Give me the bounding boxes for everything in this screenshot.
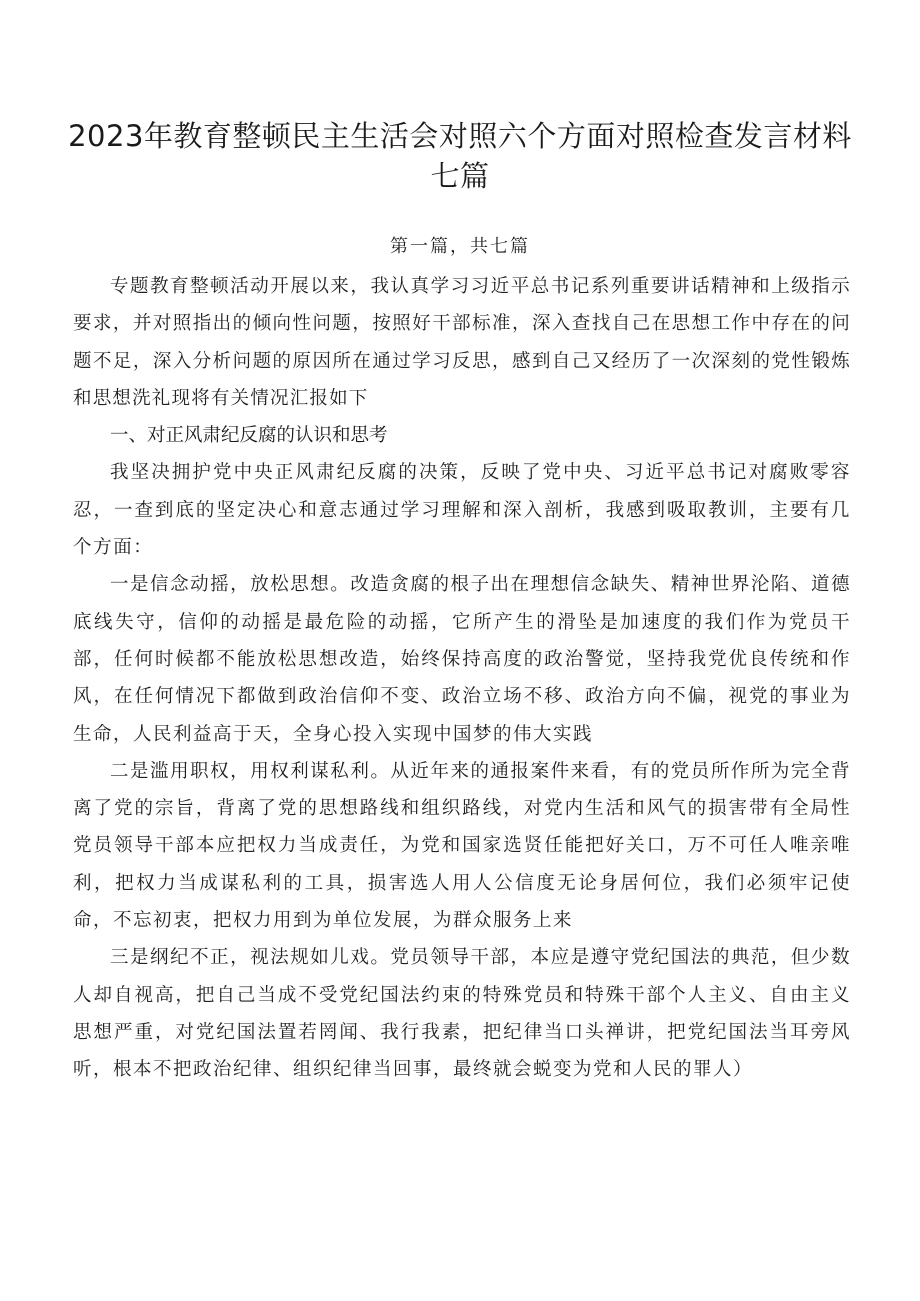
point-two-paragraph: 二是滥用职权，用权利谋私利。从近年来的通报案件来看，有的党员所作所为完全背离了党的宗旨，背离了党的思想路线和组织路线，对党内生活和风气的损害带有全局性党员领导干部本应把权力当成责任，为党和国家选贤任能把好关口，万不可任人唯亲唯利，把权力当成谋私利的工具，损害选人用人公信度无论身居何位，我们必须牢记使命，不忘初衷，把权力用到为单位发展，为群众服务上来 [73, 760, 851, 932]
section-heading: 一、对正风肃纪反腐的认识和思考 [110, 425, 388, 447]
intro-paragraph: 专题教育整顿活动开展以来，我认真学习习近平总书记系列重要讲话精神和上级指示要求，并对照指出的倾向性问题，按照好干部标准，深入查找自己在思想工作中存在的问题不足，深入分析问题的原因所在通过学习反思，感到自己又经历了一次深刻的党性锻炼和思想洗礼现将有关情况汇报如下 [73, 276, 851, 409]
point-one-paragraph: 一是信念动摇，放松思想。改造贪腐的根子出在理想信念缺失、精神世界沦陷、道德底线失守，信仰的动摇是最危险的动摇，它所产生的滑坠是加速度的我们作为党员干部，任何时候都不能放松思想改造，始终保持高度的政治警觉，坚持我党优良传统和作风，在任何情况下都做到政治信仰不变、政治立场不移、政治方向不偏，视党的事业为生命，人民利益高于天，全身心投入实现中国梦的伟大实践 [73, 574, 851, 745]
document-title: 2023年教育整顿民主生活会对照六个方面对照检查发言材料七篇 [68, 119, 852, 193]
part-indicator: 第一篇，共七篇 [390, 236, 530, 257]
point-three-paragraph: 三是纲纪不正，视法规如儿戏。党员领导干部，本应是遵守党纪国法的典范，但少数人却自视高，把自己当成不受党纪国法约束的特殊党员和特殊干部个人主义、自由主义思想严重，对党纪国法置若罔闻、我行我素，把纪律当口头禅讲，把党纪国法当耳旁风听，根本不把政治纪律、组织纪律当回事，最终就会蜕变为党和人民的罪人） [73, 947, 851, 1081]
section-paragraph: 我坚决拥护党中央正风肃纪反腐的决策，反映了党中央、习近平总书记对腐败零容忍，一查到底的坚定决心和意志通过学习理解和深入剖析，我感到吸取教训，主要有几个方面： [73, 462, 851, 559]
document-body [73, 268, 851, 1089]
